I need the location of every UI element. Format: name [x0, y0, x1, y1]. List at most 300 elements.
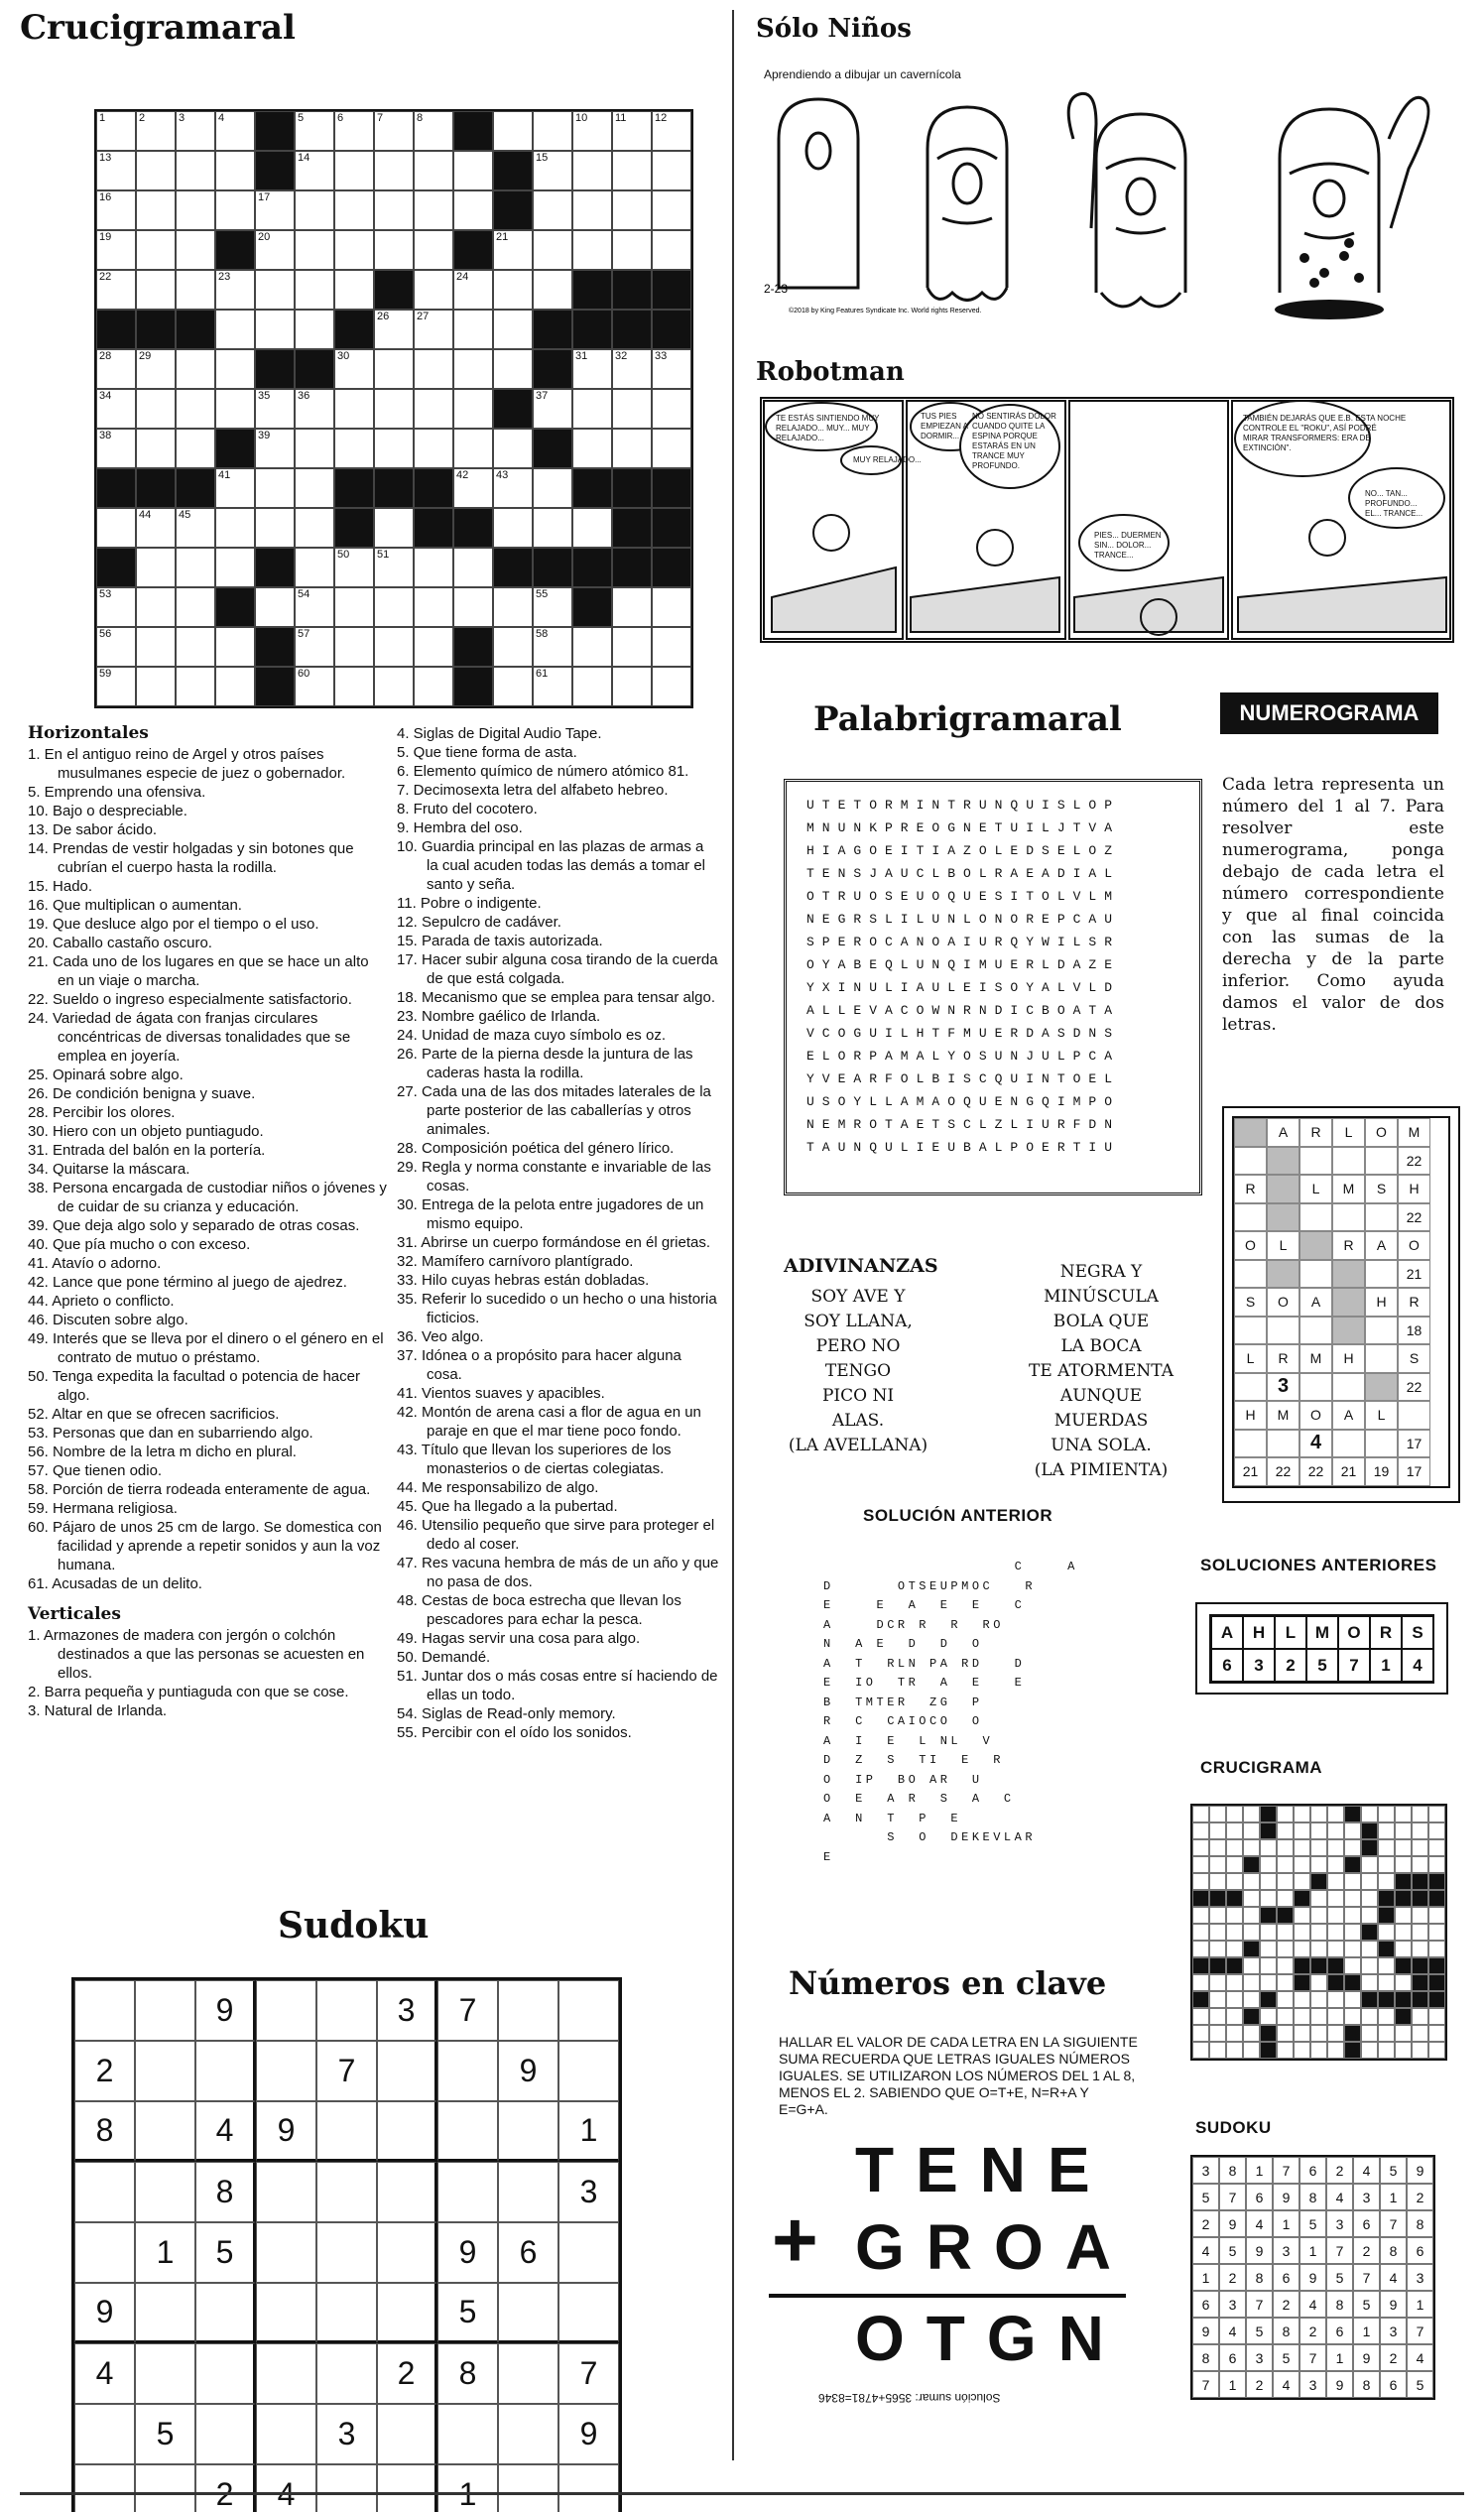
crossword-cell[interactable]: 34: [96, 389, 136, 429]
crossword-cell[interactable]: 26: [374, 310, 414, 349]
crossword-cell[interactable]: [334, 230, 374, 270]
crossword-cell[interactable]: 36: [295, 389, 334, 429]
crossword-cell[interactable]: 21: [493, 230, 533, 270]
sudoku-cell[interactable]: [74, 1980, 135, 2041]
crossword-cell[interactable]: [612, 151, 652, 190]
crossword-cell[interactable]: 37: [533, 389, 572, 429]
crossword-cell[interactable]: [414, 230, 453, 270]
crossword-cell[interactable]: [612, 667, 652, 706]
crossword-cell[interactable]: [652, 230, 691, 270]
crossword-cell[interactable]: [414, 190, 453, 230]
crossword-black-cell: [255, 627, 295, 667]
sudoku-cell[interactable]: 8: [195, 2162, 256, 2222]
crossword-cell[interactable]: [652, 667, 691, 706]
sudoku-cell[interactable]: 3: [377, 1980, 437, 2041]
crossword-cell[interactable]: [176, 389, 215, 429]
crossword-cell[interactable]: [215, 548, 255, 587]
crossword-cell[interactable]: [414, 349, 453, 389]
crossword-cell[interactable]: [612, 389, 652, 429]
crossword-cell[interactable]: [652, 151, 691, 190]
sudoku-cell[interactable]: [256, 2343, 316, 2404]
crossword-cell[interactable]: [136, 270, 176, 310]
crossword-cell[interactable]: 53: [96, 587, 136, 627]
sudoku-cell[interactable]: [256, 2404, 316, 2464]
sudoku-cell[interactable]: 8: [74, 2101, 135, 2162]
crossword-cell[interactable]: [533, 468, 572, 508]
crossword-cell[interactable]: [176, 230, 215, 270]
crossword-cell[interactable]: [572, 389, 612, 429]
crossword-cell[interactable]: [493, 587, 533, 627]
sudoku-cell[interactable]: 5: [135, 2404, 195, 2464]
sudoku-cell[interactable]: [316, 2162, 377, 2222]
crossword-cell[interactable]: [533, 230, 572, 270]
sudoku-cell[interactable]: 8: [437, 2343, 498, 2404]
sudoku-cell[interactable]: [135, 2041, 195, 2101]
crossword-cell[interactable]: [176, 429, 215, 468]
sudoku-cell[interactable]: [316, 2283, 377, 2343]
sudoku-cell[interactable]: 4: [195, 2101, 256, 2162]
crossword-cell[interactable]: [176, 667, 215, 706]
crossword-cell[interactable]: 59: [96, 667, 136, 706]
crossword-cell[interactable]: [493, 667, 533, 706]
crossword-cell[interactable]: [334, 667, 374, 706]
crossword-cell[interactable]: 8: [414, 111, 453, 151]
crossword-cell[interactable]: [572, 151, 612, 190]
numerograma-cell[interactable]: [1332, 1147, 1365, 1176]
crossword-cell[interactable]: 5: [295, 111, 334, 151]
crossword-cell[interactable]: [374, 151, 414, 190]
sudoku-cell[interactable]: [558, 1980, 619, 2041]
crossword-cell[interactable]: [533, 111, 572, 151]
sudoku-cell[interactable]: [195, 2343, 256, 2404]
crossword-cell[interactable]: [215, 667, 255, 706]
crossword-cell[interactable]: [295, 468, 334, 508]
numerograma-cell[interactable]: [1299, 1203, 1332, 1232]
crossword-cell[interactable]: [453, 151, 493, 190]
crossword-cell[interactable]: [414, 270, 453, 310]
crossword-cell[interactable]: [612, 429, 652, 468]
numerograma-cell[interactable]: [1299, 1260, 1332, 1289]
numerograma-cell[interactable]: [1267, 1147, 1299, 1176]
crossword-grid[interactable]: [94, 109, 693, 708]
numerograma-cell[interactable]: [1267, 1317, 1299, 1345]
sudoku-cell[interactable]: 3: [316, 2404, 377, 2464]
crossword-cell[interactable]: [136, 230, 176, 270]
crossword-cell[interactable]: [176, 627, 215, 667]
crossword-cell[interactable]: 3: [176, 111, 215, 151]
crossword-cell[interactable]: [215, 151, 255, 190]
crossword-cell[interactable]: [334, 151, 374, 190]
crossword-cell[interactable]: [215, 310, 255, 349]
crossword-cell[interactable]: [136, 429, 176, 468]
numerograma-cell[interactable]: [1234, 1317, 1267, 1345]
sudoku-cell[interactable]: [498, 2101, 558, 2162]
crossword-cell[interactable]: [493, 111, 533, 151]
sudoku-cell[interactable]: [256, 2162, 316, 2222]
crossword-cell[interactable]: [493, 310, 533, 349]
crossword-cell[interactable]: 19: [96, 230, 136, 270]
sudoku-cell[interactable]: [135, 1980, 195, 2041]
crossword-cell[interactable]: 44: [136, 508, 176, 548]
crossword-cell[interactable]: [334, 270, 374, 310]
crossword-cell[interactable]: [572, 429, 612, 468]
sudoku-cell[interactable]: [316, 2101, 377, 2162]
sudoku-cell[interactable]: [316, 1980, 377, 2041]
crossword-cell[interactable]: 55: [533, 587, 572, 627]
crossword-cell[interactable]: [374, 190, 414, 230]
sudoku-cell[interactable]: [558, 2283, 619, 2343]
crossword-cell[interactable]: [652, 587, 691, 627]
crossword-cell[interactable]: [136, 190, 176, 230]
numerograma-cell[interactable]: [1234, 1430, 1267, 1458]
crossword-cell[interactable]: [493, 429, 533, 468]
crossword-cell[interactable]: [374, 627, 414, 667]
sudoku-cell[interactable]: [377, 2162, 437, 2222]
sudoku-cell[interactable]: [195, 2404, 256, 2464]
crossword-cell[interactable]: 29: [136, 349, 176, 389]
sudoku-cell[interactable]: 9: [558, 2404, 619, 2464]
sudoku-cell[interactable]: [135, 2162, 195, 2222]
crossword-cell[interactable]: [334, 389, 374, 429]
crossword-cell[interactable]: 24: [453, 270, 493, 310]
crossword-cell[interactable]: [295, 508, 334, 548]
numerograma-cell[interactable]: [1365, 1260, 1398, 1289]
sudoku-cell[interactable]: [377, 2101, 437, 2162]
crossword-cell[interactable]: [493, 349, 533, 389]
numerograma-cell[interactable]: [1299, 1317, 1332, 1345]
crossword-cell[interactable]: [374, 587, 414, 627]
sudoku-cell[interactable]: 1: [558, 2101, 619, 2162]
crossword-cell[interactable]: [215, 508, 255, 548]
numerograma-cell[interactable]: [1365, 1203, 1398, 1232]
sudoku-cell[interactable]: [256, 2464, 316, 2512]
crossword-cell[interactable]: 54: [295, 587, 334, 627]
crossword-cell[interactable]: [612, 627, 652, 667]
crossword-cell[interactable]: [652, 429, 691, 468]
crossword-cell[interactable]: 28: [96, 349, 136, 389]
crossword-cell[interactable]: [136, 389, 176, 429]
numerograma-cell[interactable]: [1365, 1430, 1398, 1458]
numerograma-cell[interactable]: [1332, 1430, 1365, 1458]
clue: 51. Juntar dos o más cosas entre sí haciendo de ellas un todo.: [397, 1668, 718, 1703]
sudoku-cell[interactable]: [316, 2343, 377, 2404]
crossword-cell[interactable]: [493, 270, 533, 310]
crossword-cell[interactable]: [652, 389, 691, 429]
crossword-cell[interactable]: [215, 627, 255, 667]
numerograma-cell[interactable]: [1332, 1288, 1365, 1317]
word-search-grid[interactable]: [784, 779, 1202, 1195]
sudoku-cell[interactable]: 2: [377, 2343, 437, 2404]
sudoku-cell[interactable]: 7: [437, 1980, 498, 2041]
crossword-cell[interactable]: 45: [176, 508, 215, 548]
crossword-cell[interactable]: [255, 468, 295, 508]
sudoku-cell[interactable]: [558, 2464, 619, 2512]
crossword-cell[interactable]: [453, 548, 493, 587]
crossword-cell[interactable]: 20: [255, 230, 295, 270]
crossword-cell[interactable]: 43: [493, 468, 533, 508]
sudoku-cell[interactable]: [74, 2222, 135, 2283]
sudoku-cell[interactable]: 4: [74, 2343, 135, 2404]
numerograma-cell[interactable]: [1398, 1401, 1430, 1430]
sudoku-cell[interactable]: [437, 2041, 498, 2101]
crossword-cell[interactable]: [295, 270, 334, 310]
sudoku-cell[interactable]: 6: [498, 2222, 558, 2283]
sudoku-cell[interactable]: [316, 2464, 377, 2512]
sudoku-cell[interactable]: [135, 2283, 195, 2343]
crossword-cell[interactable]: [215, 349, 255, 389]
crossword-cell[interactable]: [374, 667, 414, 706]
crossword-cell[interactable]: [96, 508, 136, 548]
sudoku-cell[interactable]: [377, 2404, 437, 2464]
crossword-cell[interactable]: [533, 508, 572, 548]
crossword-cell[interactable]: [136, 151, 176, 190]
crossword-cell[interactable]: 51: [374, 548, 414, 587]
crossword-cell[interactable]: 23: [215, 270, 255, 310]
word-search-row: NEGRSLILUNLONOREPCAU: [806, 912, 1121, 927]
crossword-cell[interactable]: [176, 190, 215, 230]
crossword-cell[interactable]: [612, 190, 652, 230]
crossword-cell[interactable]: [255, 508, 295, 548]
sudoku-cell[interactable]: [498, 1980, 558, 2041]
sudoku-cell[interactable]: [377, 2283, 437, 2343]
crossword-cell[interactable]: [334, 429, 374, 468]
numerograma-cell[interactable]: [1299, 1231, 1332, 1260]
crossword-cell[interactable]: [652, 627, 691, 667]
sudoku-cell[interactable]: 5: [437, 2283, 498, 2343]
sudoku-cell[interactable]: [498, 2343, 558, 2404]
sudoku-cell[interactable]: [256, 2222, 316, 2283]
crossword-cell[interactable]: [334, 190, 374, 230]
sudoku-cell[interactable]: [74, 2162, 135, 2222]
crossword-cell[interactable]: 58: [533, 627, 572, 667]
crossword-cell[interactable]: 7: [374, 111, 414, 151]
sudoku-cell[interactable]: [195, 2464, 256, 2512]
crossword-cell[interactable]: [215, 389, 255, 429]
sudoku-cell[interactable]: [74, 2464, 135, 2512]
sudoku-cell[interactable]: 9: [437, 2222, 498, 2283]
clue: 15. Hado.: [28, 878, 93, 895]
sudoku-cell[interactable]: 3: [558, 2162, 619, 2222]
crossword-cell[interactable]: 27: [414, 310, 453, 349]
sudoku-cell[interactable]: [498, 2162, 558, 2222]
sudoku-cell[interactable]: [256, 1980, 316, 2041]
crossword-cell[interactable]: [414, 389, 453, 429]
crossword-cell[interactable]: [176, 151, 215, 190]
crossword-cell[interactable]: [453, 587, 493, 627]
crossword-cell[interactable]: [255, 270, 295, 310]
crossword-cell[interactable]: [493, 627, 533, 667]
numerograma-cell[interactable]: [1234, 1373, 1267, 1402]
crossword-cell[interactable]: [453, 429, 493, 468]
sudoku-cell[interactable]: [437, 2162, 498, 2222]
crossword-cell[interactable]: [572, 508, 612, 548]
numerograma-cell[interactable]: [1234, 1118, 1267, 1147]
numerograma-cell[interactable]: [1234, 1260, 1267, 1289]
sudoku-cell[interactable]: [377, 2464, 437, 2512]
crossword-cell[interactable]: 38: [96, 429, 136, 468]
numerograma-cell[interactable]: [1267, 1203, 1299, 1232]
crossword-cell[interactable]: 42: [453, 468, 493, 508]
crossword-cell[interactable]: 33: [652, 349, 691, 389]
crossword-cell[interactable]: [295, 548, 334, 587]
sudoku-cell[interactable]: [498, 2464, 558, 2512]
solution-cell: [1192, 2042, 1209, 2059]
sudoku-cell[interactable]: 1: [135, 2222, 195, 2283]
crossword-cell[interactable]: [255, 310, 295, 349]
crossword-cell[interactable]: [533, 190, 572, 230]
crossword-cell[interactable]: 30: [334, 349, 374, 389]
crossword-cell[interactable]: [295, 190, 334, 230]
crossword-cell[interactable]: 22: [96, 270, 136, 310]
sudoku-cell[interactable]: [135, 2101, 195, 2162]
numerograma-cell[interactable]: [1365, 1147, 1398, 1176]
crossword-cell[interactable]: [176, 270, 215, 310]
sudoku-cell[interactable]: [256, 2041, 316, 2101]
numerograma-cell[interactable]: [1267, 1430, 1299, 1458]
sudoku-cell[interactable]: [74, 2404, 135, 2464]
crossword-cell[interactable]: [414, 429, 453, 468]
sudoku-cell[interactable]: [195, 2041, 256, 2101]
crossword-cell[interactable]: [453, 349, 493, 389]
crossword-cell[interactable]: [136, 627, 176, 667]
crossword-cell[interactable]: 17: [255, 190, 295, 230]
crossword-cell[interactable]: 31: [572, 349, 612, 389]
crossword-cell[interactable]: [612, 230, 652, 270]
crossword-cell[interactable]: [414, 627, 453, 667]
crossword-cell[interactable]: [176, 548, 215, 587]
crossword-cell[interactable]: [215, 190, 255, 230]
crossword-cell[interactable]: [453, 389, 493, 429]
crossword-cell[interactable]: 60: [295, 667, 334, 706]
sudoku-cell[interactable]: [135, 2464, 195, 2512]
crossword-cell[interactable]: [612, 587, 652, 627]
numerograma-cell[interactable]: [1267, 1260, 1299, 1289]
crossword-cell[interactable]: [136, 548, 176, 587]
sudoku-cell[interactable]: [135, 2343, 195, 2404]
numerograma-cell[interactable]: [1234, 1147, 1267, 1176]
sudoku-cell[interactable]: 9: [74, 2283, 135, 2343]
sudoku-cell[interactable]: 9: [498, 2041, 558, 2101]
crossword-cell[interactable]: [374, 230, 414, 270]
sudoku-cell[interactable]: [316, 2222, 377, 2283]
crossword-cell[interactable]: 11: [612, 111, 652, 151]
crossword-cell[interactable]: 2: [136, 111, 176, 151]
sudoku-cell[interactable]: [498, 2404, 558, 2464]
crossword-cell[interactable]: [295, 230, 334, 270]
crossword-cell[interactable]: 57: [295, 627, 334, 667]
crossword-cell[interactable]: [136, 587, 176, 627]
crossword-cell[interactable]: [414, 151, 453, 190]
crossword-cell[interactable]: [572, 190, 612, 230]
crossword-cell[interactable]: 13: [96, 151, 136, 190]
crossword-cell[interactable]: 10: [572, 111, 612, 151]
numerograma-cell[interactable]: [1332, 1373, 1365, 1402]
crossword-cell[interactable]: 50: [334, 548, 374, 587]
sudoku-cell[interactable]: [437, 2404, 498, 2464]
sudoku-cell[interactable]: [377, 2041, 437, 2101]
crossword-cell[interactable]: [572, 667, 612, 706]
crossword-cell[interactable]: [176, 587, 215, 627]
sudoku-solution-cell: 2: [1273, 2291, 1299, 2318]
crossword-cell[interactable]: [453, 310, 493, 349]
crossword-cell[interactable]: [295, 310, 334, 349]
crossword-cell[interactable]: [374, 389, 414, 429]
crossword-cell[interactable]: 41: [215, 468, 255, 508]
crossword-cell[interactable]: [652, 190, 691, 230]
numerograma-cell[interactable]: [1332, 1203, 1365, 1232]
sudoku-cell[interactable]: 5: [195, 2222, 256, 2283]
sudoku-cell[interactable]: 9: [195, 1980, 256, 2041]
numerograma-cell[interactable]: [1299, 1147, 1332, 1176]
sudoku-cell[interactable]: [437, 2464, 498, 2512]
sudoku-cell[interactable]: 7: [316, 2041, 377, 2101]
crossword-cell[interactable]: [374, 508, 414, 548]
solution-cell: [1192, 1806, 1209, 1822]
crossword-cell[interactable]: [334, 627, 374, 667]
crossword-cell[interactable]: 39: [255, 429, 295, 468]
sudoku-cell[interactable]: [195, 2283, 256, 2343]
clue: 24. Unidad de maza cuyo símbolo es oz.: [397, 1027, 666, 1044]
crossword-cell[interactable]: [136, 667, 176, 706]
sudoku-cell[interactable]: 9: [256, 2101, 316, 2162]
sudoku-cell[interactable]: [558, 2041, 619, 2101]
crossword-cell[interactable]: [572, 230, 612, 270]
crossword-cell[interactable]: 12: [652, 111, 691, 151]
sudoku-cell[interactable]: [558, 2222, 619, 2283]
crossword-cell[interactable]: [295, 429, 334, 468]
crossword-cell[interactable]: [453, 190, 493, 230]
sudoku-cell[interactable]: 7: [558, 2343, 619, 2404]
crossword-cell[interactable]: 6: [334, 111, 374, 151]
crossword-cell[interactable]: [176, 349, 215, 389]
crossword-cell[interactable]: [414, 667, 453, 706]
crossword-cell[interactable]: 1: [96, 111, 136, 151]
sudoku-cell[interactable]: [498, 2283, 558, 2343]
sudoku-cell[interactable]: [377, 2222, 437, 2283]
numerograma-cell[interactable]: [1365, 1317, 1398, 1345]
numerograma-cell[interactable]: [1332, 1317, 1365, 1345]
crossword-cell[interactable]: 61: [533, 667, 572, 706]
crossword-cell[interactable]: [255, 587, 295, 627]
sudoku-cell[interactable]: [437, 2101, 498, 2162]
sudoku-cell[interactable]: [256, 2283, 316, 2343]
crossword-cell[interactable]: 15: [533, 151, 572, 190]
crossword-cell[interactable]: 32: [612, 349, 652, 389]
numerograma-grid[interactable]: [1232, 1116, 1450, 1488]
crossword-cell[interactable]: [572, 627, 612, 667]
crossword-cell[interactable]: [374, 349, 414, 389]
crossword-cell[interactable]: 4: [215, 111, 255, 151]
numerograma-cell[interactable]: [1365, 1344, 1398, 1373]
crossword-cell[interactable]: [493, 508, 533, 548]
crossword-cell[interactable]: 14: [295, 151, 334, 190]
numerograma-cell[interactable]: [1299, 1373, 1332, 1402]
crossword-cell[interactable]: 35: [255, 389, 295, 429]
crossword-cell[interactable]: 56: [96, 627, 136, 667]
numerograma-cell[interactable]: [1332, 1260, 1365, 1289]
crossword-cell[interactable]: 16: [96, 190, 136, 230]
crossword-cell[interactable]: [533, 270, 572, 310]
numerograma-cell[interactable]: [1267, 1175, 1299, 1203]
numerograma-cell[interactable]: [1234, 1203, 1267, 1232]
crossword-cell[interactable]: [334, 587, 374, 627]
crossword-cell[interactable]: [374, 429, 414, 468]
crossword-cell[interactable]: [414, 587, 453, 627]
crossword-cell[interactable]: [414, 548, 453, 587]
sudoku-cell[interactable]: 2: [74, 2041, 135, 2101]
numerograma-cell[interactable]: [1365, 1373, 1398, 1402]
sudoku-grid[interactable]: [71, 1977, 622, 2512]
